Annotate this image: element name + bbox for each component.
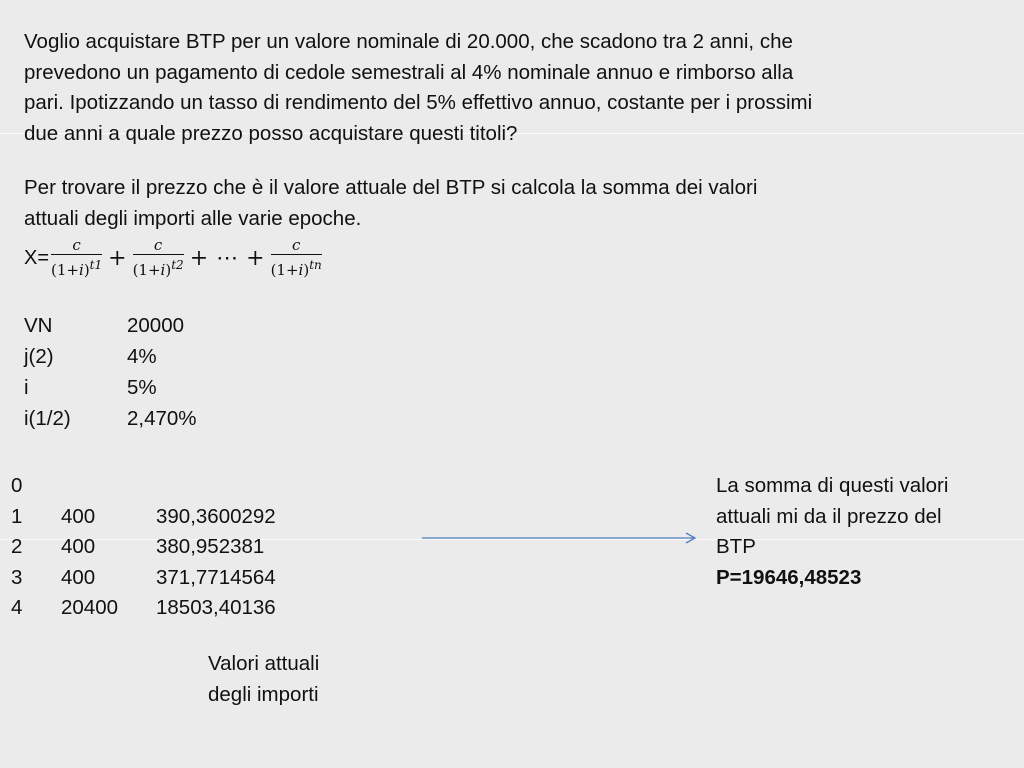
epoch: 2 (11, 535, 23, 558)
result-line: BTP (716, 535, 756, 558)
present-value: 390,3600292 (156, 504, 276, 528)
param-row (24, 341, 197, 372)
amount: 400 (61, 535, 96, 558)
cash-flow-row (11, 593, 316, 624)
amount: 400 (61, 565, 96, 589)
formula-numerator: c (291, 236, 301, 254)
cash-flow-row (11, 532, 316, 563)
param-value: 20000 (127, 314, 185, 337)
formula-denominator: $(1+i)^{t1}$ (51, 258, 103, 279)
epoch: 0 (11, 474, 23, 497)
arrow-icon (422, 530, 702, 546)
problem-line: prevedono un pagamento di cedole semestrali al 4% nominale annuo e rimborso alla (24, 60, 794, 84)
epoch: 4 (11, 596, 23, 619)
price-formula (24, 228, 324, 288)
cash-flow-table (11, 471, 316, 624)
ellipsis: ⋯ (216, 245, 239, 271)
plus-sign: + (246, 245, 265, 271)
present-value: 18503,40136 (156, 596, 276, 619)
solution-intro (24, 173, 757, 234)
param-row (24, 310, 197, 341)
plus-sign: + (108, 245, 127, 271)
plus-sign: + (189, 245, 209, 271)
present-values-caption (208, 648, 319, 710)
formula-denominator: $(1+i)^{t2}$ (132, 258, 184, 279)
epoch: 3 (11, 565, 23, 589)
intro-line: attuali degli importi alle varie epoche. (24, 206, 362, 230)
price-result: P=19646,48523 (716, 565, 862, 589)
amount (61, 471, 156, 502)
param-row (24, 403, 197, 434)
intro-line: Per trovare il prezzo che è il valore attuale del BTP si calcola la somma dei valori (24, 176, 758, 199)
formula-denominator: $(1+i)^{tn}$ (270, 258, 322, 279)
param-value: 5% (127, 376, 157, 399)
param-value: 4% (127, 345, 157, 368)
problem-line: due anni a quale prezzo posso acquistare questi titoli? (24, 121, 518, 145)
parameters-table (24, 310, 197, 434)
result-line: La somma di questi valori (716, 474, 949, 497)
formula-term-2 (133, 236, 184, 280)
result-line: attuali mi da il prezzo del (716, 504, 942, 528)
formula-term-1 (51, 236, 102, 280)
param-label: i(1/2) (24, 407, 71, 430)
formula-numerator: c (72, 236, 81, 254)
cash-flow-row (11, 471, 316, 502)
caption-line: Valori attuali (208, 652, 320, 675)
epoch: 1 (11, 504, 23, 528)
cash-flow-row (11, 563, 316, 594)
problem-line: pari. Ipotizzando un tasso di rendimento del 5% effettivo annuo, costante per i prossimi (24, 91, 813, 114)
param-label: j(2) (24, 345, 54, 368)
present-value: 371,7714564 (156, 565, 276, 589)
present-value (156, 471, 316, 502)
formula-numerator: c (153, 236, 163, 254)
caption-line: degli importi (208, 683, 319, 706)
param-label: i (24, 376, 29, 399)
problem-statement (24, 27, 812, 149)
formula-lhs: X= (24, 246, 50, 269)
present-value: 380,952381 (156, 535, 265, 558)
result-box (716, 471, 948, 593)
param-row (24, 372, 197, 403)
formula-term-n (271, 236, 322, 280)
problem-line: Voglio acquistare BTP per un valore nominale di 20.000, che scadono tra 2 anni, che (24, 30, 793, 53)
amount: 20400 (61, 596, 119, 619)
param-label: VN (24, 314, 53, 337)
cash-flow-row (11, 502, 316, 533)
param-value: 2,470% (127, 407, 197, 430)
amount: 400 (61, 504, 96, 528)
